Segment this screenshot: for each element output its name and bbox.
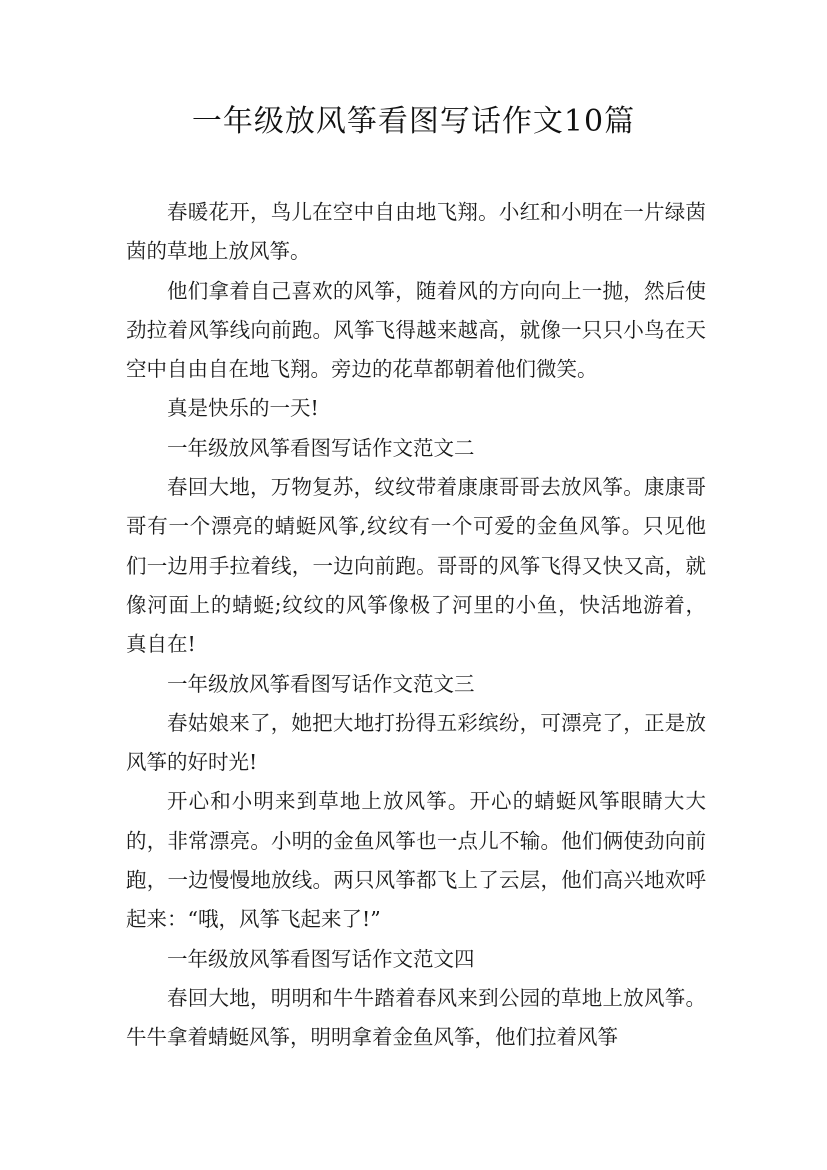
paragraph: 春姑娘来了，她把大地打扮得五彩缤纷，可漂亮了，正是放风筝的好时光! (126, 710, 706, 775)
paragraph: 春暖花开，鸟儿在空中自由地飞翔。小红和小明在一片绿茵茵的草地上放风筝。 (126, 200, 706, 264)
document-title: 一年级放风筝看图写话作文10篇 (191, 104, 636, 139)
document-body (126, 193, 706, 1058)
section-heading: 一年级放风筝看图写话作文范文二 (167, 435, 475, 460)
paragraph: 春回大地，万物复苏，纹纹带着康康哥哥去放风筝。康康哥哥有一个漂亮的蜻蜓风筝,纹纹有一个可爱的金鱼风筝。只见他们一边用手拉着线，一边向前跑。哥哥的风筝飞得又快又高，就像河面上的蜻蜓;纹纹的风筝像极了河里的小鱼，快活地游着，真自在! (126, 475, 706, 657)
paragraph: 开心和小明来到草地上放风筝。开心的蜻蜓风筝眼睛大大的，非常漂亮。小明的金鱼风筝也一点儿不输。他们俩使劲向前跑，一边慢慢地放线。两只风筝都飞上了云层，他们高兴地欢呼起来：“哦，风筝飞起来了!” (126, 789, 706, 932)
paragraph: 真是快乐的一天! (167, 396, 319, 421)
paragraph: 他们拿着自己喜欢的风筝，随着风的方向向上一抛，然后使劲拉着风筝线向前跑。风筝飞得越来越高，就像一只只小鸟在天空中自由自在地飞翔。旁边的花草都朝着他们微笑。 (126, 278, 706, 382)
section-heading: 一年级放风筝看图写话作文范文四 (167, 946, 475, 971)
section-heading: 一年级放风筝看图写话作文范文三 (167, 671, 475, 696)
paragraph: 春回大地，明明和牛牛踏着春风来到公园的草地上放风筝。牛牛拿着蜻蜓风筝，明明拿着金鱼风筝，他们拉着风筝 (126, 985, 706, 1050)
